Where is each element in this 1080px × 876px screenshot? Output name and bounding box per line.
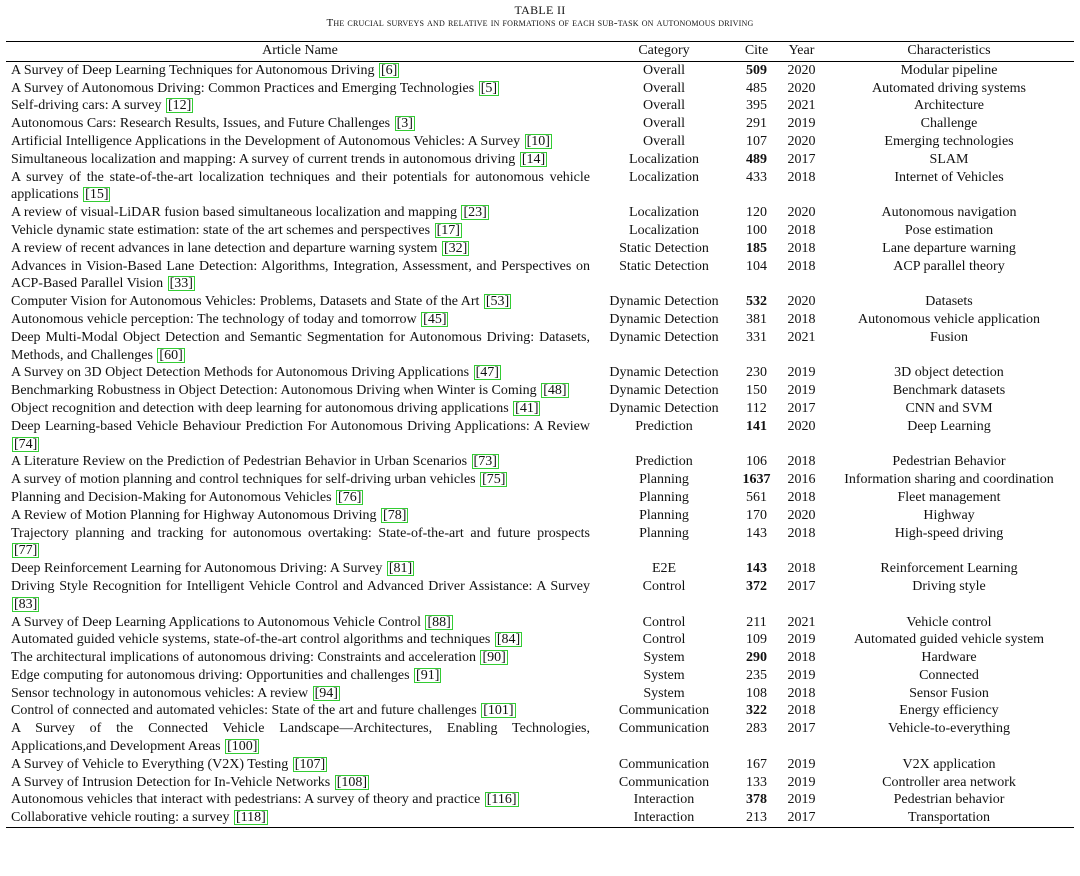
citation-link[interactable]: [91]	[416, 667, 440, 683]
article-title: A review of visual-LiDAR fusion based simultaneous localization and mapping	[11, 205, 457, 221]
year-cell: 2020	[787, 133, 816, 149]
article-title: A Survey of Deep Learning Techniques for Autonomous Driving	[11, 62, 375, 78]
characteristics-cell: Pose estimation	[904, 222, 994, 238]
article-title: A Survey on 3D Object Detection Methods for Autonomous Driving Applications	[11, 365, 470, 381]
citation-link[interactable]: [23]	[463, 205, 487, 221]
category-cell: System	[643, 650, 685, 666]
year-cell: 2018	[787, 311, 816, 327]
header-category: Category	[594, 42, 734, 62]
article-title: Vehicle dynamic state estimation: state of the art schemes and perspectives	[11, 222, 431, 238]
article-name-cell	[6, 240, 594, 258]
table-row	[6, 453, 1074, 471]
article-name-cell	[6, 222, 594, 240]
article-name-cell	[6, 791, 594, 809]
year-cell: 2018	[787, 525, 816, 541]
year-cell: 2017	[779, 809, 824, 827]
cite-cell: 170	[746, 507, 767, 523]
table-row	[6, 222, 1074, 240]
category-cell: Dynamic Detection	[609, 329, 719, 345]
article-title: A Survey of Deep Learning Applications to Autonomous Vehicle Control	[11, 614, 421, 630]
year-cell: 2020	[787, 294, 816, 310]
citation-link[interactable]: [94]	[314, 685, 338, 701]
citation-link[interactable]: [100]	[227, 739, 258, 755]
cite-cell: 283	[746, 721, 767, 737]
table-row	[6, 115, 1074, 133]
cite-cell: 141	[746, 418, 767, 434]
characteristics-cell: 3D object detection	[894, 365, 1004, 381]
article-name-cell	[6, 578, 594, 614]
article-name-cell	[6, 471, 594, 489]
table-row	[6, 649, 1074, 667]
year-cell: 2020	[787, 418, 816, 434]
article-title: Autonomous vehicles that interact with pedestrians: A survey of theory and practice	[11, 792, 481, 808]
citation-link[interactable]: [60]	[159, 347, 183, 363]
cite-cell: 235	[746, 667, 767, 683]
characteristics-cell: CNN and SVM	[905, 400, 993, 416]
table-caption: The crucial surveys and relative in formations of each sub-task on autonomous driving	[326, 17, 754, 29]
cite-cell: 561	[746, 489, 767, 505]
citation-link[interactable]: [6]	[380, 62, 398, 78]
article-name-cell	[6, 525, 594, 561]
year-cell: 2021	[787, 614, 816, 630]
characteristics-cell: Energy efficiency	[899, 703, 999, 719]
cite-cell: 213	[734, 809, 779, 827]
category-cell: Communication	[618, 721, 710, 737]
characteristics-cell: Reinforcement Learning	[880, 561, 1018, 577]
characteristics-cell: Automated driving systems	[872, 80, 1026, 96]
article-title: Edge computing for autonomous driving: Opportunities and challenges	[11, 667, 410, 683]
category-cell: Overall	[643, 62, 685, 78]
citation-link[interactable]: [78]	[383, 507, 407, 523]
year-cell: 2018	[787, 258, 816, 274]
category-cell: Communication	[618, 774, 710, 790]
table-row	[6, 400, 1074, 418]
characteristics-cell: Pedestrian Behavior	[892, 454, 1006, 470]
cite-cell: 104	[746, 258, 767, 274]
citation-link[interactable]: [107]	[294, 756, 326, 772]
cite-cell: 1637	[742, 472, 771, 488]
article-title: Sensor technology in autonomous vehicles: A review	[11, 685, 309, 701]
year-cell: 2018	[787, 561, 816, 577]
characteristics-cell: SLAM	[929, 151, 969, 167]
article-name-cell	[6, 649, 594, 667]
article-name-cell	[6, 151, 594, 169]
article-name-cell	[6, 61, 594, 79]
characteristics-cell: Emerging technologies	[884, 133, 1014, 149]
characteristics-cell: Internet of Vehicles	[894, 169, 1004, 185]
article-name-cell	[6, 329, 594, 365]
citation-link[interactable]: [47]	[475, 365, 499, 381]
table-row	[6, 756, 1074, 774]
article-title: A Survey of Autonomous Driving: Common Practices and Emerging Technologies	[11, 80, 475, 96]
citation-link[interactable]: [84]	[496, 632, 521, 648]
header-article: Article Name	[6, 42, 594, 62]
year-cell: 2019	[787, 756, 816, 772]
article-title: Deep Learning-based Vehicle Behaviour Prediction For Autonomous Driving Applications: A Review	[11, 418, 590, 434]
table-row	[6, 97, 1074, 115]
citation-link[interactable]: [33]	[169, 276, 193, 292]
article-title: A survey of the state-of-the-art localization techniques and their potentials for autonomous vehicle applications	[11, 169, 590, 203]
characteristics-cell: Datasets	[925, 294, 973, 310]
citation-link[interactable]: [73]	[473, 454, 497, 470]
cite-cell: 109	[746, 632, 767, 648]
year-cell: 2018	[787, 240, 816, 256]
table-row	[6, 578, 1074, 614]
category-cell: Localization	[629, 169, 699, 185]
article-name-cell	[6, 364, 594, 382]
table-row	[6, 329, 1074, 365]
article-title: Artificial Intelligence Applications in the Development of Autonomous Vehicles: A Survey	[11, 133, 521, 149]
article-title: Simultaneous localization and mapping: A survey of current trends in autonomous driving	[11, 151, 516, 167]
citation-link[interactable]: [90]	[482, 650, 506, 666]
cite-cell: 120	[746, 205, 767, 221]
cite-cell: 143	[746, 525, 767, 541]
category-cell: Overall	[643, 116, 685, 132]
table-row	[6, 685, 1074, 703]
characteristics-cell: Fusion	[929, 329, 969, 345]
table-row	[6, 507, 1074, 525]
year-cell: 2017	[787, 721, 816, 737]
cite-cell: 291	[746, 116, 767, 132]
category-cell: Static Detection	[619, 240, 709, 256]
table-row	[6, 471, 1074, 489]
table-row	[6, 364, 1074, 382]
category-cell: Overall	[643, 133, 685, 149]
year-cell: 2017	[787, 151, 816, 167]
category-cell: Planning	[639, 472, 689, 488]
cite-cell: 133	[746, 774, 767, 790]
article-name-cell	[6, 97, 594, 115]
article-title: A Literature Review on the Prediction of Pedestrian Behavior in Urban Scenarios	[11, 454, 468, 470]
article-title: Autonomous Cars: Research Results, Issues, and Future Challenges	[11, 116, 391, 132]
category-cell: Communication	[618, 756, 710, 772]
citation-link[interactable]: [116]	[486, 792, 517, 808]
characteristics-cell: Benchmark datasets	[892, 383, 1006, 399]
article-title: Control of connected and automated vehicles: State of the art and future challenges	[11, 703, 477, 719]
year-cell: 2019	[787, 365, 816, 381]
cite-cell: 185	[746, 240, 767, 256]
year-cell: 2021	[787, 329, 816, 345]
citation-link[interactable]: [12]	[167, 98, 192, 114]
table-row	[6, 702, 1074, 720]
category-cell: Dynamic Detection	[609, 365, 719, 381]
characteristics-cell: Autonomous navigation	[881, 205, 1017, 221]
year-cell: 2020	[787, 507, 816, 523]
article-title: Driving Style Recognition for Intelligent Vehicle Control and Advanced Driver Assistance: A Survey	[11, 578, 590, 594]
article-name-cell	[6, 382, 594, 400]
surveys-table	[6, 41, 1074, 828]
table-header-row	[6, 42, 1074, 62]
citation-link[interactable]: [45]	[423, 311, 447, 327]
article-name-cell	[6, 169, 594, 205]
cite-cell: 381	[746, 311, 767, 327]
characteristics-cell: Driving style	[912, 578, 986, 594]
characteristics-cell: Lane departure warning	[882, 240, 1016, 256]
characteristics-cell: V2X application	[902, 756, 996, 772]
year-cell: 2019	[787, 792, 816, 808]
article-title: The architectural implications of autonomous driving: Constraints and acceleration	[11, 650, 476, 666]
cite-cell: 485	[746, 80, 767, 96]
category-cell: Localization	[629, 151, 699, 167]
year-cell: 2018	[787, 169, 816, 185]
characteristics-cell: Modular pipeline	[900, 62, 998, 78]
cite-cell: 372	[746, 578, 767, 594]
article-title: Collaborative vehicle routing: a survey	[11, 810, 230, 826]
table-row	[6, 418, 1074, 454]
table-number: TABLE II	[514, 3, 566, 17]
characteristics-cell: Pedestrian behavior	[893, 792, 1005, 808]
cite-cell: 167	[746, 756, 767, 772]
category-cell: Control	[642, 632, 686, 648]
article-name-cell	[6, 756, 594, 774]
article-name-cell	[6, 507, 594, 525]
article-name-cell	[6, 774, 594, 792]
table-row	[6, 80, 1074, 98]
article-name-cell	[6, 80, 594, 98]
citation-link[interactable]: [74]	[14, 436, 38, 452]
article-title: Deep Reinforcement Learning for Autonomous Driving: A Survey	[11, 561, 383, 577]
characteristics-cell: Vehicle-to-everything	[887, 721, 1011, 737]
category-cell: Dynamic Detection	[609, 400, 719, 416]
article-name-cell	[6, 293, 594, 311]
citation-link[interactable]: [88]	[427, 614, 451, 630]
characteristics-cell: Sensor Fusion	[909, 685, 989, 701]
category-cell: Prediction	[635, 454, 693, 470]
category-cell: Planning	[639, 489, 689, 505]
article-name-cell	[6, 418, 594, 454]
article-title: Deep Multi-Modal Object Detection and Semantic Segmentation for Autonomous Driving: Datasets, Methods, and Challenges	[11, 329, 590, 363]
article-title: A Review of Motion Planning for Highway Autonomous Driving	[11, 507, 377, 523]
article-title: Computer Vision for Autonomous Vehicles: Problems, Datasets and State of the Art	[11, 294, 480, 310]
table-row	[6, 525, 1074, 561]
category-cell: Prediction	[635, 418, 693, 434]
cite-cell: 143	[746, 561, 767, 577]
header-year: Year	[779, 42, 824, 62]
article-name-cell	[6, 133, 594, 151]
table-row	[6, 240, 1074, 258]
table-row	[6, 560, 1074, 578]
cite-cell: 108	[746, 685, 767, 701]
characteristics-cell: Controller area network	[882, 774, 1016, 790]
article-name-cell	[6, 560, 594, 578]
header-characteristics: Characteristics	[824, 42, 1074, 62]
category-cell: Dynamic Detection	[609, 383, 719, 399]
year-cell: 2018	[787, 489, 816, 505]
category-cell: Interaction	[633, 792, 695, 808]
characteristics-cell: High-speed driving	[894, 525, 1004, 541]
category-cell: System	[643, 685, 685, 701]
cite-cell: 211	[746, 614, 767, 630]
article-name-cell	[6, 720, 594, 756]
table-row	[6, 293, 1074, 311]
characteristics-cell: Deep Learning	[907, 418, 991, 434]
characteristics-cell: ACP parallel theory	[893, 258, 1005, 274]
year-cell: 2019	[787, 632, 816, 648]
article-name-cell	[6, 702, 594, 720]
table-row	[6, 204, 1074, 222]
cite-cell: 322	[746, 703, 767, 719]
citation-link[interactable]: [81]	[388, 561, 413, 577]
year-cell: 2018	[787, 454, 816, 470]
table-row	[6, 774, 1074, 792]
article-title: Planning and Decision-Making for Autonomous Vehicles	[11, 489, 332, 505]
table-row	[6, 631, 1074, 649]
article-title: A survey of motion planning and control techniques for self-driving urban vehicles	[11, 472, 476, 488]
citation-link[interactable]: [17]	[436, 222, 460, 238]
category-cell: Overall	[643, 80, 685, 96]
table-row	[6, 61, 1074, 79]
cite-cell: 331	[746, 329, 767, 345]
cite-cell: 433	[746, 169, 767, 185]
article-title: Advances in Vision-Based Lane Detection: Algorithms, Integration, Assessment, and Perspectives on ACP-Based Parallel Vision	[11, 258, 590, 292]
characteristics-cell: Information sharing and coordination	[844, 472, 1054, 488]
year-cell: 2020	[787, 80, 816, 96]
category-cell: Dynamic Detection	[609, 294, 719, 310]
year-cell: 2019	[787, 116, 816, 132]
category-cell: Interaction	[594, 809, 734, 827]
citation-link[interactable]: [76]	[338, 489, 362, 505]
year-cell: 2020	[787, 205, 816, 221]
table-body	[6, 61, 1074, 827]
category-cell: Control	[642, 614, 686, 630]
characteristics-cell: Challenge	[920, 116, 978, 132]
year-cell: 2018	[787, 650, 816, 666]
article-title: A Survey of the Connected Vehicle Landscape—Architectures, Enabling Technologies, Applications,and Development Areas	[11, 721, 590, 755]
citation-link[interactable]: [77]	[14, 543, 38, 559]
year-cell: 2019	[787, 667, 816, 683]
year-cell: 2018	[787, 222, 816, 238]
table-row	[6, 614, 1074, 632]
characteristics-cell: Fleet management	[897, 489, 1001, 505]
category-cell: Planning	[639, 507, 689, 523]
article-name-cell	[6, 311, 594, 329]
citation-link[interactable]: [75]	[482, 472, 506, 488]
characteristics-cell: Highway	[923, 507, 975, 523]
characteristics-cell: Hardware	[921, 650, 977, 666]
category-cell: Overall	[643, 98, 685, 114]
cite-cell: 489	[746, 151, 767, 167]
table-row	[6, 169, 1074, 205]
citation-link[interactable]: [83]	[14, 596, 38, 612]
category-cell: Localization	[629, 222, 699, 238]
cite-cell: 290	[746, 650, 767, 666]
characteristics-cell: Autonomous vehicle application	[858, 311, 1040, 327]
table-row	[6, 311, 1074, 329]
category-cell: Planning	[639, 525, 689, 541]
article-title: Trajectory planning and tracking for autonomous overtaking: State-of-the-art and future prospects	[11, 525, 590, 541]
category-cell: Static Detection	[619, 258, 709, 274]
category-cell: Communication	[618, 703, 710, 719]
year-cell: 2018	[787, 703, 816, 719]
article-name-cell	[6, 400, 594, 418]
characteristics-cell: Automated guided vehicle system	[853, 632, 1045, 648]
category-cell: System	[643, 667, 685, 683]
characteristics-cell: Connected	[919, 667, 979, 683]
cite-cell: 150	[746, 383, 767, 399]
article-name-cell	[6, 667, 594, 685]
article-name-cell	[6, 258, 594, 294]
characteristics-cell: Transportation	[824, 809, 1074, 827]
cite-cell: 112	[746, 400, 767, 416]
table-row	[6, 791, 1074, 809]
table-row	[6, 133, 1074, 151]
article-title: Object recognition and detection with deep learning for autonomous driving applications	[11, 400, 509, 416]
year-cell: 2019	[787, 383, 816, 399]
article-title: Autonomous vehicle perception: The technology of today and tomorrow	[11, 311, 417, 327]
article-name-cell	[6, 631, 594, 649]
article-name-cell	[6, 685, 594, 703]
article-title: Benchmarking Robustness in Object Detection: Autonomous Driving when Winter is Coming	[11, 383, 537, 399]
citation-link[interactable]: [108]	[336, 774, 368, 790]
cite-cell: 532	[746, 294, 767, 310]
year-cell: 2020	[787, 62, 816, 78]
citation-link[interactable]: [10]	[526, 133, 550, 149]
article-title: Self-driving cars: A survey	[11, 98, 162, 114]
table-row	[6, 489, 1074, 507]
citation-link[interactable]: [41]	[515, 400, 539, 416]
year-cell: 2018	[787, 685, 816, 701]
cite-cell: 107	[746, 133, 767, 149]
table-row	[6, 720, 1074, 756]
cite-cell: 230	[746, 365, 767, 381]
cite-cell: 378	[746, 792, 767, 808]
cite-cell: 509	[746, 62, 767, 78]
year-cell: 2021	[787, 98, 816, 114]
characteristics-cell: Architecture	[914, 98, 984, 114]
citation-link[interactable]: [48]	[543, 383, 567, 399]
citation-link[interactable]: [3]	[396, 116, 413, 132]
table-row	[6, 258, 1074, 294]
article-name-cell	[6, 614, 594, 632]
cite-cell: 106	[746, 454, 767, 470]
category-cell: Control	[642, 578, 686, 594]
table-row	[6, 809, 1074, 827]
citation-link[interactable]: [14]	[521, 151, 546, 167]
year-cell: 2017	[787, 578, 816, 594]
article-name-cell	[6, 115, 594, 133]
characteristics-cell: Vehicle control	[906, 614, 992, 630]
article-name-cell	[6, 809, 594, 827]
table-row	[6, 151, 1074, 169]
year-cell: 2016	[787, 472, 816, 488]
citation-link[interactable]: [101]	[483, 703, 514, 719]
header-cite: Cite	[734, 42, 779, 62]
category-cell: Dynamic Detection	[609, 311, 719, 327]
article-title: A review of recent advances in lane detection and departure warning system	[11, 240, 438, 256]
citation-link[interactable]: [32]	[443, 240, 468, 256]
article-name-cell	[6, 489, 594, 507]
citation-link[interactable]: [53]	[485, 294, 510, 310]
year-cell: 2017	[787, 400, 816, 416]
article-name-cell	[6, 453, 594, 471]
cite-cell: 395	[746, 98, 767, 114]
article-name-cell	[6, 204, 594, 222]
category-cell: Localization	[629, 205, 699, 221]
citation-link[interactable]: [118]	[236, 810, 266, 826]
citation-link[interactable]: [15]	[85, 187, 109, 203]
citation-link[interactable]: [5]	[480, 80, 498, 96]
cite-cell: 100	[746, 222, 767, 238]
article-title: A Survey of Vehicle to Everything (V2X) Testing	[11, 756, 289, 772]
category-cell: E2E	[651, 561, 677, 577]
table-row	[6, 382, 1074, 400]
article-title: A Survey of Intrusion Detection for In-Vehicle Networks	[11, 774, 331, 790]
table-row	[6, 667, 1074, 685]
article-title: Automated guided vehicle systems, state-of-the-art control algorithms and techniques	[11, 632, 491, 648]
year-cell: 2019	[787, 774, 816, 790]
